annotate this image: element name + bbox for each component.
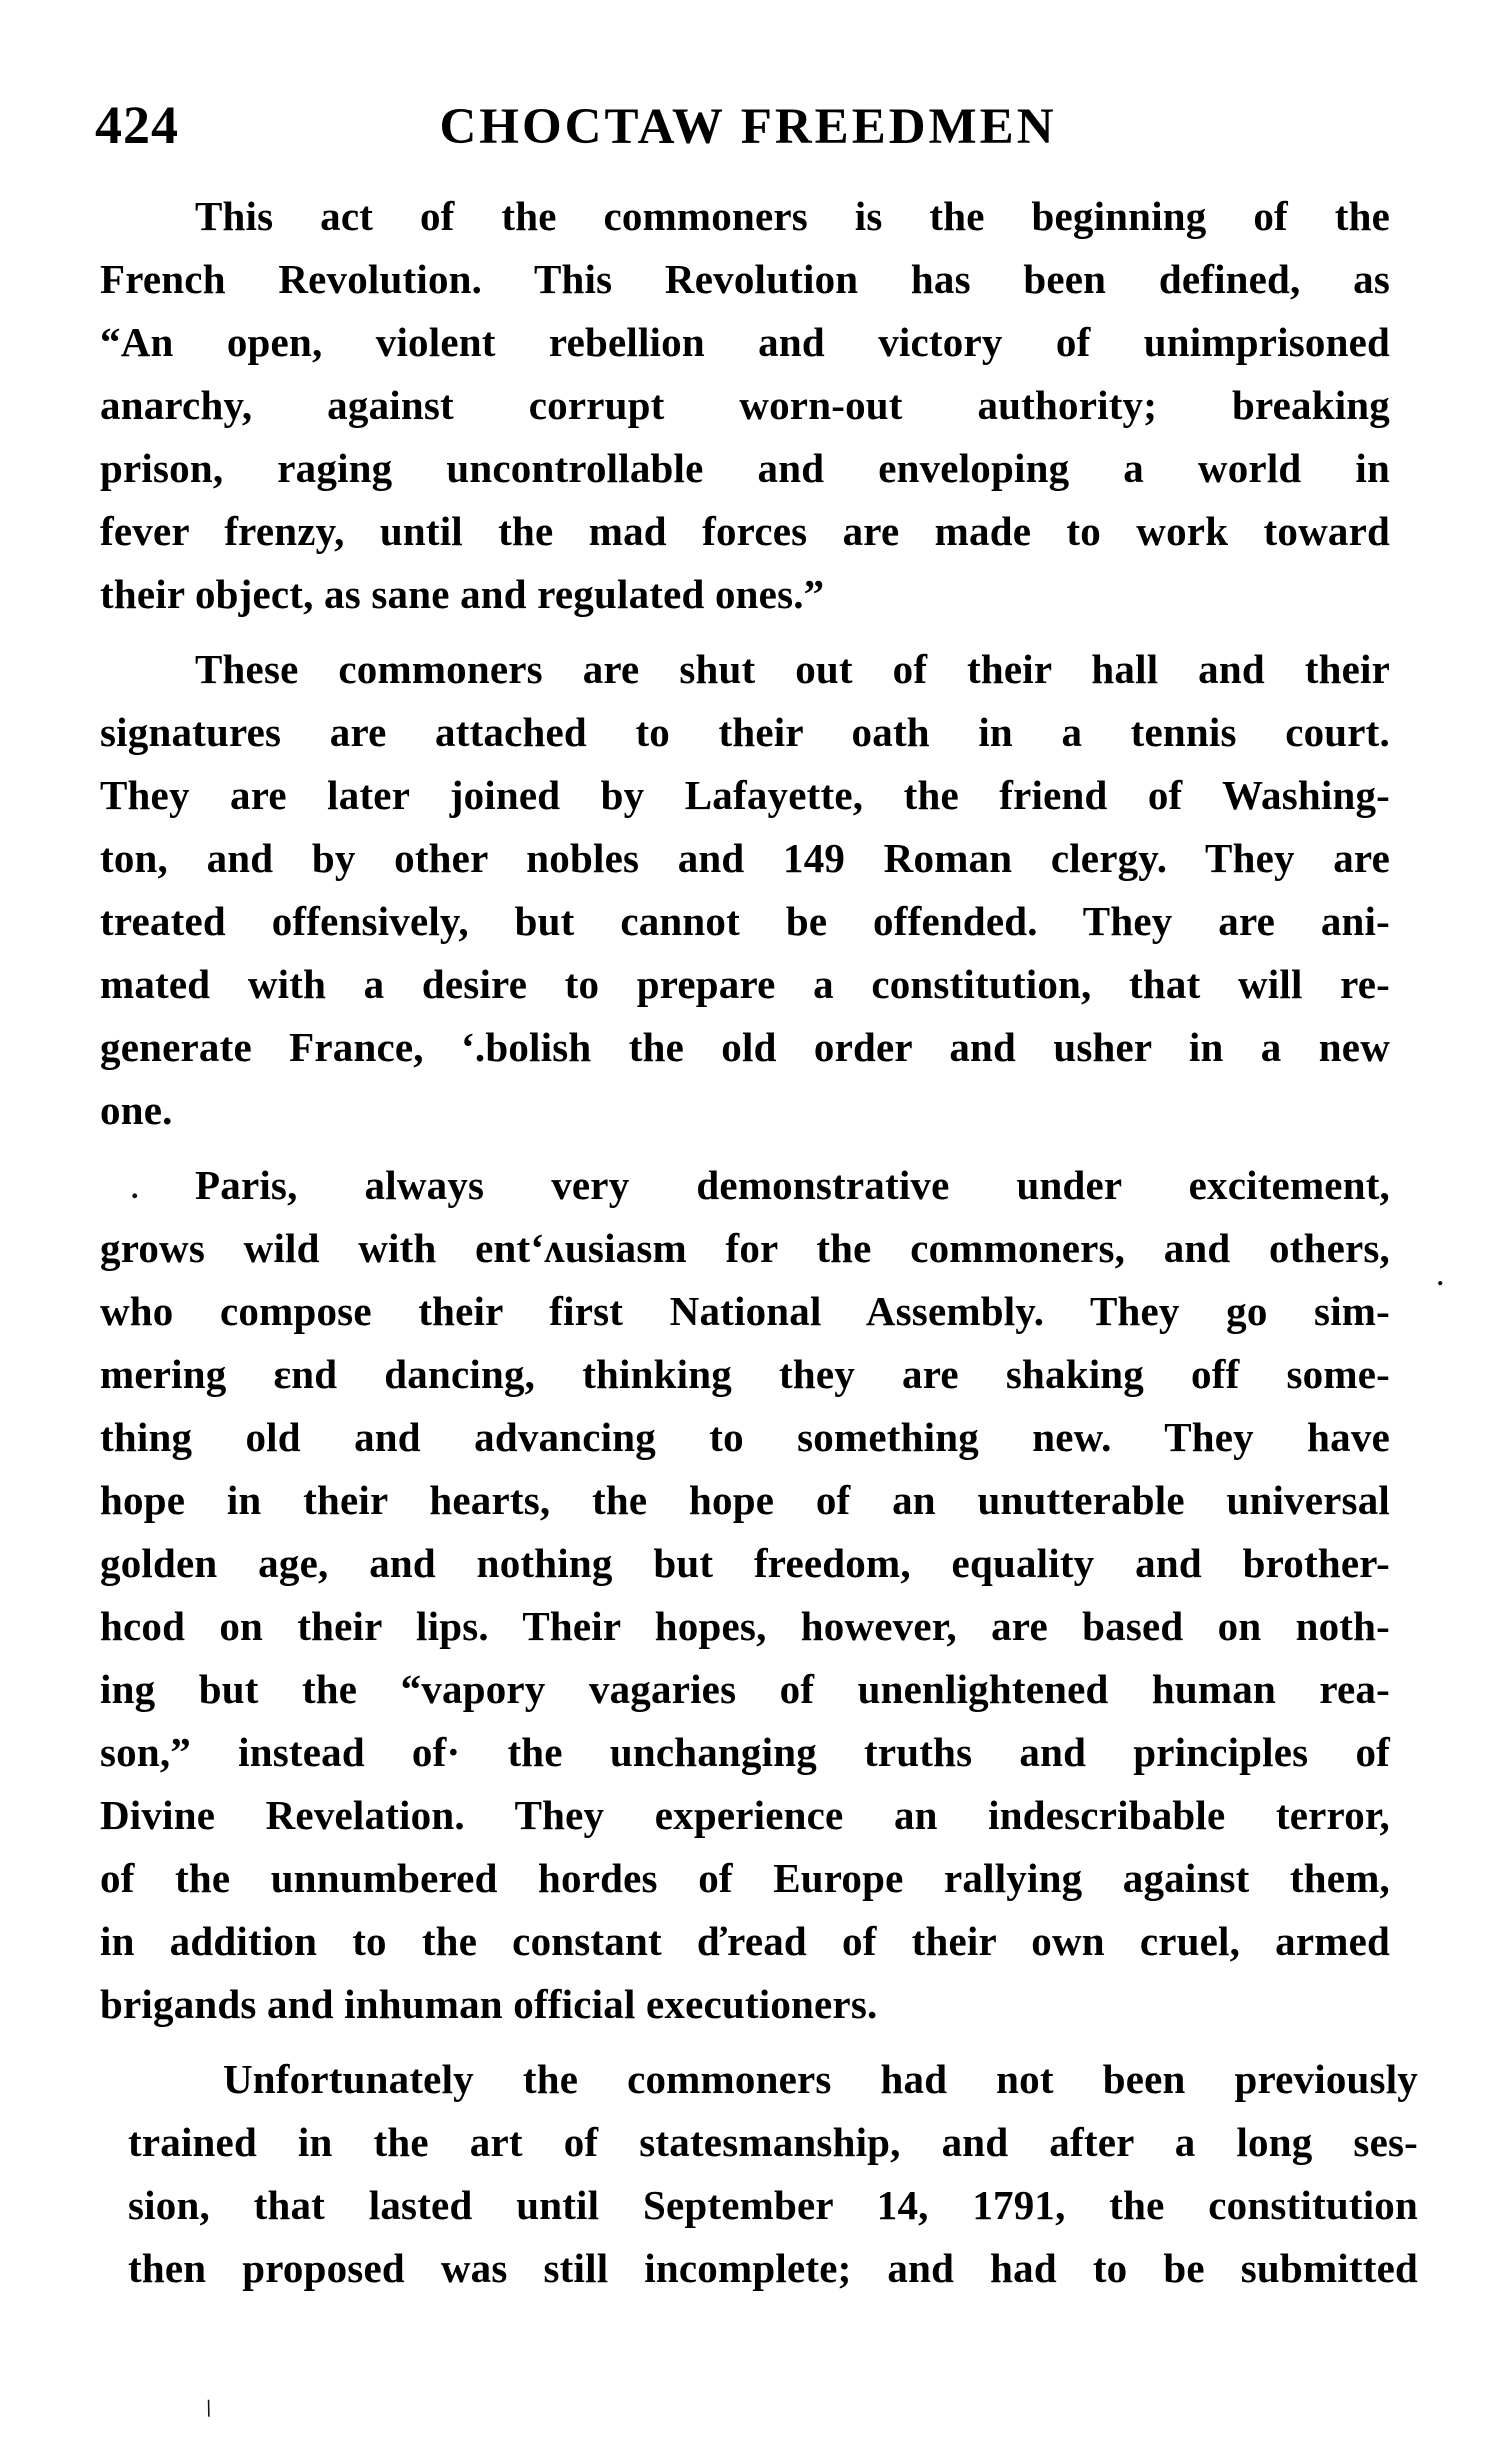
page-number: 424: [95, 95, 179, 155]
text-line: prison, raging uncontrollable and enveloping a world in: [100, 445, 1390, 491]
text-line: treated offensively, but cannot be offended. They are ani-: [100, 898, 1390, 944]
text-line: anarchy, against corrupt worn-out authority; breaking: [100, 382, 1390, 428]
text-line: son,” instead of· the unchanging truths and principles of: [100, 1729, 1390, 1775]
text-line: thing old and advancing to something new. They have: [100, 1414, 1390, 1460]
text-line: in addition to the constant ďread of their own cruel, armed: [100, 1918, 1390, 1964]
text-line: This act of the commoners is the beginning of the: [195, 193, 1390, 239]
text-line: Unfortunately the commoners had not been previously: [223, 2056, 1418, 2102]
text-line: golden age, and nothing but freedom, equality and brother-: [100, 1540, 1390, 1586]
text-line: They are later joined by Lafayette, the friend of Washing-: [100, 772, 1390, 818]
paragraph-4: [128, 2048, 1418, 2300]
text-line: generate France, ʻ.bolish the old order and usher in a new: [100, 1024, 1390, 1070]
text-line: signatures are attached to their oath in a tennis court.: [100, 709, 1390, 755]
text-line: of the unnumbered hordes of Europe rallying against them,: [100, 1855, 1390, 1901]
text-line: hcod on their lips. Their hopes, however, are based on noth-: [100, 1603, 1390, 1649]
text-line: Divine Revelation. They experience an indescribable terror,: [100, 1792, 1390, 1838]
text-line: grows wild with entʻʌusiasm for the commoners, and others,: [100, 1225, 1390, 1271]
body-text-block: [100, 185, 1418, 2312]
text-line: “An open, violent rebellion and victory of unimprisoned: [100, 319, 1390, 365]
text-line: one.: [100, 1087, 173, 1133]
text-line: mated with a desire to prepare a constitution, that will re-: [100, 961, 1390, 1007]
text-line: Paris, always very demonstrative under excitement,: [195, 1162, 1390, 1208]
text-line: their object, as sane and regulated ones.”: [100, 571, 825, 617]
text-line: French Revolution. This Revolution has been defined, as: [100, 256, 1390, 302]
text-line: sion, that lasted until September 14, 1791, the constitution: [128, 2182, 1418, 2228]
text-line: ing but the “vapory vagaries of unenlightened human rea-: [100, 1666, 1390, 1712]
running-header-title: CHOCTAW FREEDMEN: [439, 99, 1057, 155]
text-line: brigands and inhuman official executioners.: [100, 1981, 878, 2027]
text-line: ton, and by other nobles and 149 Roman clergy. They are: [100, 835, 1390, 881]
text-line: who compose their first National Assembly. They go sim-: [100, 1288, 1390, 1334]
paragraph-3: [100, 1154, 1390, 2036]
text-line: These commoners are shut out of their hall and their: [195, 646, 1390, 692]
text-line: trained in the art of statesmanship, and after a long ses-: [128, 2119, 1418, 2165]
text-line: fever frenzy, until the mad forces are made to work toward: [100, 508, 1390, 554]
paragraph-2: [100, 638, 1390, 1142]
scan-artifact-dot: .: [131, 1172, 139, 1205]
text-line: mering ɛnd dancing, thinking they are shaking off some-: [100, 1351, 1390, 1397]
text-line: then proposed was still incomplete; and had to be submitted: [128, 2245, 1418, 2291]
paragraph-1: [100, 185, 1390, 626]
text-line: hope in their hearts, the hope of an unutterable universal: [100, 1477, 1390, 1523]
scan-artifact-tick: \: [201, 2395, 216, 2423]
scan-artifact-dot: .: [1437, 1262, 1444, 1291]
